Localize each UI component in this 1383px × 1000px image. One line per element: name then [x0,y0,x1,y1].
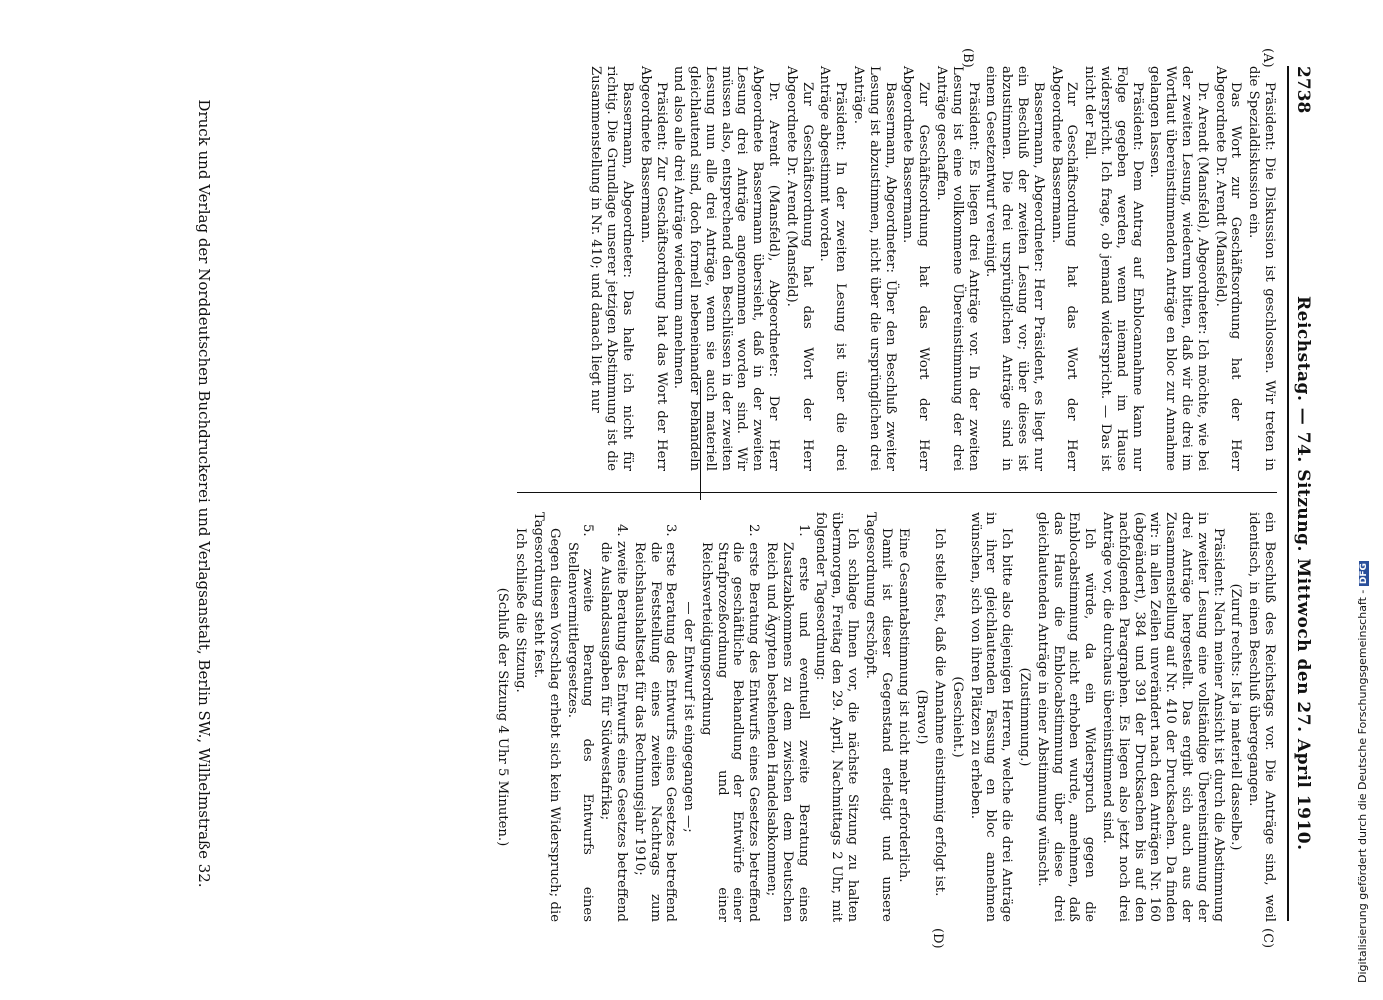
dfg-notice-text-wrap [1356,18,1370,983]
section-divider [700,380,701,500]
agenda-item: 4. zweite Beratung des Entwurfs eines Gesetzes betreffend die Auslandsausgaben für Südwestafrika; [598,524,629,922]
page-number: 2738 [1293,66,1313,114]
paragraph: ein Beschluß des Reichstags vor. Die Anträge sind, weil identisch, in einen Beschluß übergegangen. [1246,512,1277,922]
margin-mark-a: (A) [1260,48,1275,68]
agenda-item: 3. erste Beratung des Entwurfs eines Gesetzes betreffend die Feststellung eines zweiten Nachtrags zum Reichshaushaltsetat für das Rechnungsjahr 1910; [631,524,679,922]
dfg-logo-icon: DFG [1359,563,1369,585]
paragraph: Gegen diesen Vorschlag erhebt sich kein Widerspruch; die Tagesordnung steht fest. [530,512,562,922]
session-closing-note: (Schluß der Sitzung 4 Uhr 5 Minuten.) [495,587,511,847]
paragraph: Ich würde, da ein Widerspruch gegen die Enblocabstimmung nicht erhoben wurde, annehmen, daß das Haus die Enblocabstimmung über diese drei gleichlautenden Anträge in einer Abstimmung wünscht. [1034,512,1098,922]
paragraph: Ich schlage Ihnen vor, die nächste Sitzung zu halten übermorgen, Freitag den 29. April, Nachmittags 2 Uhr, mit folgender Tagesordnung: [813,512,861,922]
paragraph: Dr. Arendt (Mansfeld), Abgeordneter: Ich möchte, wie bei der zweiten Lesung, wiederum bitten, daß wir die drei im Wortlaut übereinstimmenden Anträge en bloc zur Annahme gelangen lassen. [1147,66,1210,471]
interjection: (Geschieht.) [949,676,965,758]
paragraph: Bassermann, Abgeordneter: Herr Präsident, es liegt nur ein Beschluß der zweiten Lesung vor; über dieses ist abzustimmen. Die drei ursprünglichen Anträge sind in einem Gesetzentwurf vereinigt. [983,66,1046,471]
paragraph: Ich bitte also diejenigen Herren, welche die drei Anträge in ihrer gleichlautenden Fassung en bloc annehmen wünschen, sich von ihren Plätzen zu erheben. [967,512,1015,922]
right-text-column [493,512,1277,922]
agenda-item: 5. zweite Beratung des Entwurfs eines Stellenvermittlergesetzes. [564,524,596,922]
agenda-item: 1. erste und eventuell zweite Beratung eines Zusatzabkommens zu dem zwischen dem Deutschen Reich und Ägypten bestehenden Handelsabkommen; [764,524,811,922]
paragraph: Zur Geschäftsordnung hat das Wort der Herr Abgeordnete Dr. Arendt (Mansfeld). [783,66,815,471]
dfg-notice [1356,18,1370,983]
paragraph: Präsident: Es liegen drei Anträge vor. In der zweiten Lesung ist eine vollkommene Übereinstimmung der drei Anträge geschaffen. [934,66,981,471]
margin-mark-b: (B) [960,48,975,68]
paragraph: Bassermann, Abgeordneter: Das halte ich nicht für richtig. Die Grundlage unserer jetzigen Abstimmung ist die Zusammenstellung in Nr. 410; und danach liegt nur [588,66,635,471]
paragraph: Ich stelle fest, daß die Annahme einstimmig erfolgt ist. [932,528,948,897]
paragraph: Präsident: Nach meiner Ansicht ist durch die Abstimmung in zweiter Lesung eine vollständige Übereinstimmung der drei Anträge hergestellt. Das ergibt sich auch aus der Zusammenstellung auf Nr. 410 der Drucksachen. Da finden wir: in allen Zeilen unverändert nach den Anträgen Nr. 160 (abgeändert), 384 und 391 der Drucksachen bis auf den nachfolgenden Paragraphen. Es liegen also jetzt noch drei Anträge vor, die durchaus übereinstimmend sind. [1100,512,1226,922]
interjection: (Zuruf rechts: Ist ja materiell dasselbe.) [1228,583,1244,851]
agenda-note: — der Entwurf ist eingegangen —; [681,601,697,833]
paragraph: Bassermann, Abgeordneter: Über den Beschluß zweiter Lesung ist abzustimmen, nicht über die ursprünglichen drei Anträge. [851,66,898,471]
paragraph: Ich schließe die Sitzung. [513,528,529,693]
dfg-notice-text: Digitalisierung gefördert durch die Deutsche Forschungsgemeinschaft - [1356,589,1369,983]
paragraph: Das Wort zur Geschäftsordnung hat der Herr Abgeordnete Dr. Arendt (Mansfeld). [1212,66,1244,471]
paragraph: Präsident: Dem Antrag auf Enblocannahme kann nur Folge gegeben werden, wenn niemand im Hause widerspricht. Ich frage, ob jemand widerspricht. — Das ist nicht der Fall. [1082,66,1145,471]
margin-mark-c: (C) [1260,928,1275,949]
page-running-title: Reichstag. — 74. Sitzung. Mittwoch den 27. April 1910. [1293,296,1313,851]
paragraph: Zur Geschäftsordnung hat das Wort der Herr Abgeordnete Bassermann. [900,66,932,471]
interjection: (Bravo!) [914,689,930,745]
agenda-item: 2. erste Beratung des Entwurfs eines Gesetzes betreffend die geschäftliche Behandlung der Entwürfe einer Strafprozeßordnung und einer Reichsverteidigungsordnung [698,524,762,922]
interjection: (Zustimmung.) [1017,667,1033,767]
paragraph: Zur Geschäftsordnung hat das Wort der Herr Abgeordnete Bassermann. [1048,66,1080,471]
paragraph: Präsident: In der zweiten Lesung ist über die drei Anträge abgestimmt worden. [817,66,849,471]
header-rule [1287,66,1289,921]
paragraph: Dr. Arendt (Mansfeld), Abgeordneter: Der Herr Abgeordnete Bassermann übersieht, daß in der zweiten Lesung drei Anträge angenommen worden sind. Wir müssen also, entsprechend den Beschlüssen in der zweiten Lesung nun alle drei Anträge, wenn sie auch materiell gleichlautend sind, doch formell nebeneinander behandeln und also alle drei Anträge wiederum annehmen. [671,66,782,471]
page-header [1291,66,1317,921]
margin-mark-d: (D) [930,928,945,949]
paragraph: Damit ist dieser Gegenstand erledigt und unsere Tagesordnung erschöpft. [862,512,894,922]
paragraph: Präsident: Zur Geschäftsordnung hat das Wort der Herr Abgeordnete Bassermann. [637,66,669,471]
printer-imprint: Druck und Verlag der Norddeutschen Buchdruckerei und Verlagsanstalt, Berlin SW., Wilhelmstraße 32. [195,99,213,888]
paragraph: Eine Gesamtabstimmung ist nicht mehr erforderlich. [896,528,912,883]
paragraph: Präsident: Die Diskussion ist geschlossen. Wir treten in die Spezialdiskussion ein. [1246,66,1277,471]
column-rule [517,492,1277,493]
left-text-column [586,66,1277,471]
